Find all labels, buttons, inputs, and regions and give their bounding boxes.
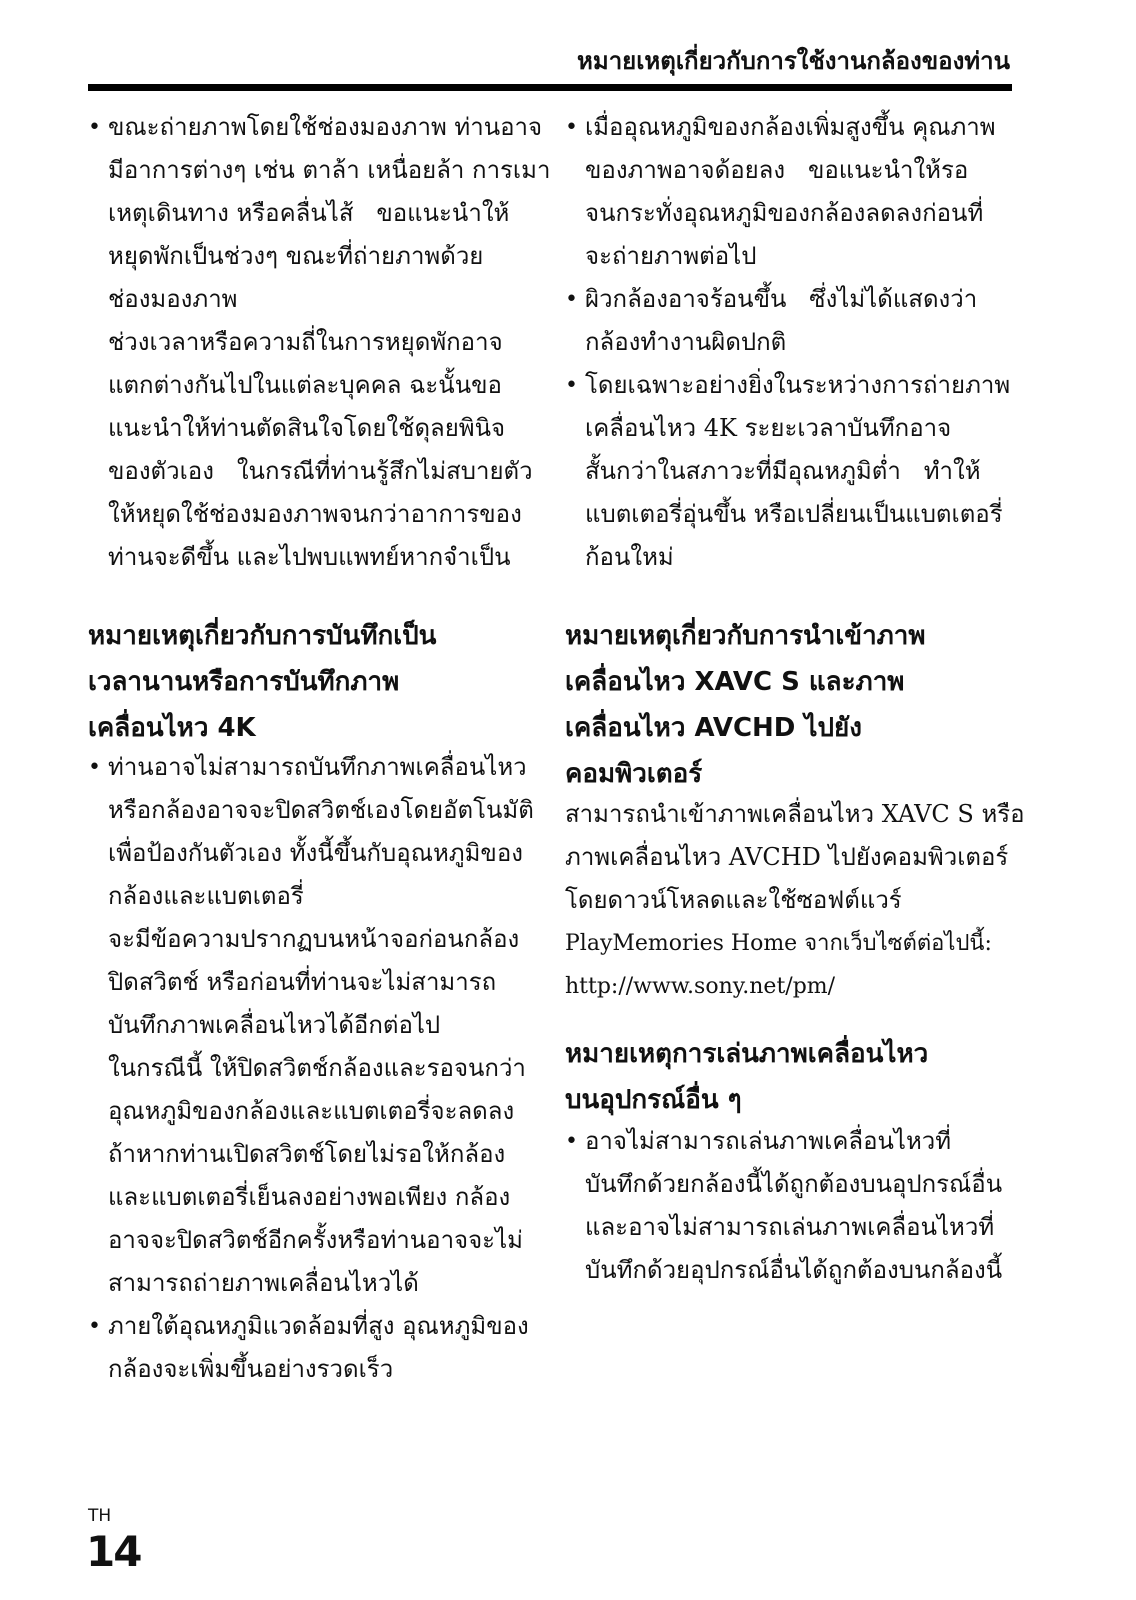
bullet-item [585,278,1010,364]
text-line: อาจจะปิดสวิตช์อีกครั้งหรือท่านอาจจะไม่ [108,1226,523,1254]
text-line: สั้นกว่าในสภาวะที่มีอุณหภูมิต่ำ ทำให้ [585,457,981,485]
text-line: ก้อนใหม่ [585,543,674,571]
url-text: http://www.sony.net/pm/ [565,974,836,999]
text-line: • ผิวกล้องอาจร้อนขึ้น ซึ่งไม่ได้แสดงว่า [585,278,1010,321]
bullet-item [585,106,1010,278]
bullet-item [585,1120,1002,1292]
heading-line: คอมพิวเตอร์ [565,759,703,789]
text-line: บันทึกด้วยอุปกรณ์อื่นได้ถูกต้องบนกล้องนี้ [585,1256,1003,1284]
text-line: กล้องทำงานผิดปกติ [585,328,787,356]
text-line: • ภายใต้อุณหภูมิแวดล้อมที่สูง อุณหภูมิของ [108,1305,534,1348]
running-header: หมายเหตุเกี่ยวกับการใช้งานกล้องของท่าน [577,47,1010,75]
heading-line: หมายเหตุเกี่ยวกับการนำเข้าภาพ [565,621,926,651]
heading-line: เคลื่อนไหว XAVC S และภาพ [565,667,905,697]
text-line: • ขณะถ่ายภาพโดยใช้ช่องมองภาพ ท่านอาจ [108,106,550,149]
text-line: กล้องและแบตเตอรี่ [108,882,304,910]
text-line: ของตัวเอง ในกรณีที่ท่านรู้สึกไม่สบายตัว [108,457,533,485]
heading-line: เคลื่อนไหว AVCHD ไปยัง [565,713,862,743]
text-line: เหตุเดินทาง หรือคลื่นไส้ ขอแนะนำให้ [108,199,510,227]
text-line: ของภาพอาจด้อยลง ขอแนะนำให้รอ [585,156,969,184]
text-line: แบตเตอรี่อุ่นขึ้น หรือเปลี่ยนเป็นแบตเตอรี่ [585,500,1003,528]
text-line: แตกต่างกันไปในแต่ละบุคคล ฉะนั้นขอ [108,371,502,399]
text-line: บันทึกภาพเคลื่อนไหวได้อีกต่อไป [108,1011,441,1039]
language-code: TH [88,1506,112,1526]
text-line: • อาจไม่สามารถเล่นภาพเคลื่อนไหวที่ [585,1120,1002,1163]
text-line: ในกรณีนี้ ให้ปิดสวิตช์กล้องและรอจนกว่า [108,1054,526,1082]
heading-line: เคลื่อนไหว 4K [88,713,256,743]
text-line: อุณหภูมิของกล้องและแบตเตอรี่จะลดลง [108,1097,515,1125]
bullet-item [108,746,534,918]
heading-line: หมายเหตุการเล่นภาพเคลื่อนไหว [565,1039,929,1069]
text-line: ท่านจะดีขึ้น และไปพบแพทย์หากจำเป็น [108,543,511,571]
text-line: ปิดสวิตช์ หรือก่อนที่ท่านจะไม่สามารถ [108,968,497,996]
continuation-paragraph [108,1047,534,1305]
continuation-paragraph [108,918,534,1047]
heading-line: บนอุปกรณ์อื่น ๆ [565,1085,742,1115]
text-line: และแบตเตอรี่เย็นลงอย่างพอเพียง กล้อง [108,1183,511,1211]
bullet-item [585,364,1010,579]
text-line: และอาจไม่สามารถเล่นภาพเคลื่อนไหวที่ [585,1213,995,1241]
text-line: จะมีข้อความปรากฏบนหน้าจอก่อนกล้อง [108,925,520,953]
heading-line: เวลานานหรือการบันทึกภาพ [88,667,400,697]
import-paragraph [565,793,1025,1008]
heading-line: หมายเหตุเกี่ยวกับการบันทึกเป็น [88,621,437,651]
text-line: สามารถถ่ายภาพเคลื่อนไหวได้ [108,1269,419,1297]
section-heading-recording [88,613,436,751]
text-line: จะถ่ายภาพต่อไป [585,242,757,270]
text-line: เพื่อป้องกันตัวเอง ทั้งนี้ขึ้นกับอุณหภูมิของ [108,839,523,867]
text-line: จนกระทั่งอุณหภูมิของกล้องลดลงก่อนที่ [585,199,984,227]
text-line: แนะนำให้ท่านตัดสินใจโดยใช้ดุลยพินิจ [108,414,506,442]
header-rule [88,84,1012,91]
text-line: หยุดพักเป็นช่วงๆ ขณะที่ถ่ายภาพด้วย [108,242,484,270]
temperature-notes [585,106,1010,579]
section-heading-playback [565,1031,928,1123]
text-line: ช่องมองภาพ [108,285,238,313]
text-line: หรือกล้องอาจจะปิดสวิตช์เองโดยอัตโนมัติ [108,796,534,824]
bullet-item [108,106,550,321]
continuation-paragraph [108,321,550,579]
text-line: ช่วงเวลาหรือความถี่ในการหยุดพักอาจ [108,328,503,356]
section-heading-import [565,613,926,797]
text-line: กล้องจะเพิ่มขึ้นอย่างรวดเร็ว [108,1355,394,1383]
text-line: บันทึกด้วยกล้องนี้ได้ถูกต้องบนอุปกรณ์อื่น [585,1170,1003,1198]
text-line: PlayMemories Home จากเว็บไซต์ต่อไปนี้: [565,931,992,956]
page-number: 14 [86,1527,141,1576]
text-line: • เมื่ออุณหภูมิของกล้องเพิ่มสูงขึ้น คุณภาพ [585,106,1010,149]
text-line: ให้หยุดใช้ช่องมองภาพจนกว่าอาการของ [108,500,522,528]
text-line: สามารถนำเข้าภาพเคลื่อนไหว XAVC S หรือ [565,800,1025,828]
viewfinder-note [108,106,550,579]
playback-notes [585,1120,1002,1292]
text-line: มีอาการต่างๆ เช่น ตาล้า เหนื่อยล้า การเมา [108,156,551,184]
recording-notes [108,746,534,1391]
text-line: • ท่านอาจไม่สามารถบันทึกภาพเคลื่อนไหว [108,746,534,789]
text-line: ภาพเคลื่อนไหว AVCHD ไปยังคอมพิวเตอร์ [565,843,1009,871]
text-line: โดยดาวน์โหลดและใช้ซอฟต์แวร์ [565,886,902,914]
text-line: เคลื่อนไหว 4K ระยะเวลาบันทึกอาจ [585,414,952,442]
bullet-item [108,1305,534,1391]
text-line: • โดยเฉพาะอย่างยิ่งในระหว่างการถ่ายภาพ [585,364,1010,407]
text-line: ถ้าหากท่านเปิดสวิตช์โดยไม่รอให้กล้อง [108,1140,506,1168]
